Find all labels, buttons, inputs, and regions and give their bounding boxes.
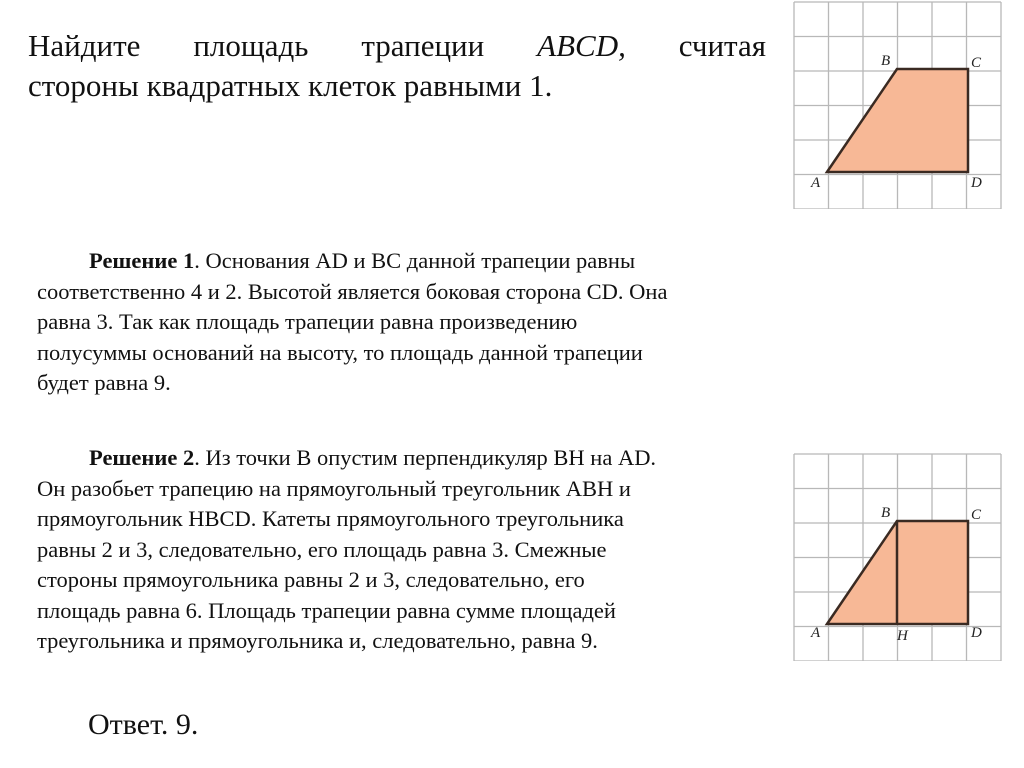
- problem-word: ABCD,: [537, 28, 626, 63]
- problem-word: считая: [678, 28, 766, 63]
- label-b: B: [881, 505, 891, 521]
- label-h: H: [897, 628, 908, 644]
- solution-1-line: полусуммы оснований на высоту, то площадь данной трапеции: [37, 339, 643, 365]
- solution-2-line: равны 2 и 3, следовательно, его площадь равна 3. Смежные: [37, 536, 607, 562]
- solution-2-label: Решение 2: [89, 445, 195, 470]
- solution-1: [37, 246, 777, 399]
- solution-1-line: будет равна 9.: [37, 370, 171, 395]
- solution-1-line: Решение 1. Основания AD и BC данной трапеции равны: [89, 248, 636, 273]
- problem-line-2: стороны квадратных клеток равными 1.: [28, 68, 553, 103]
- trapezoid-figure-1: [793, 1, 1005, 209]
- problem-statement: [28, 26, 766, 106]
- problem-word: трапеции: [361, 28, 485, 63]
- label-b: B: [881, 53, 891, 69]
- solution-2-line: Решение 2. Из точки B опустим перпендикуляр BH на AD.: [89, 445, 657, 470]
- solution-2-line: Он разобьет трапецию на прямоугольный треугольник ABH и: [37, 475, 631, 501]
- solution-1-label: Решение 1: [89, 248, 195, 273]
- solution-2-line: прямоугольник HBCD. Катеты прямоугольного треугольника: [37, 506, 624, 531]
- solution-1-line: соответственно 4 и 2. Высотой является боковая сторона CD. Она: [37, 278, 668, 304]
- solution-2-line: треугольника и прямоугольника и, следовательно, равна 9.: [37, 628, 598, 653]
- problem-word: площадь: [193, 28, 309, 63]
- label-a: A: [811, 625, 821, 641]
- solution-1-line: равна 3. Так как площадь трапеции равна произведению: [37, 309, 578, 334]
- solution-2-line: стороны прямоугольника равны 2 и 3, следовательно, его: [37, 567, 585, 592]
- problem-word: Найдите: [28, 28, 141, 63]
- answer: Ответ. 9.: [88, 708, 199, 741]
- solution-2-line: площадь равна 6. Площадь трапеции равна сумме площадей: [37, 597, 616, 623]
- label-a: A: [811, 175, 821, 191]
- label-d: D: [971, 625, 982, 641]
- label-c: C: [971, 55, 982, 71]
- problem-line-1: [28, 26, 766, 66]
- label-c: C: [971, 507, 982, 523]
- label-d: D: [971, 175, 982, 191]
- trapezoid-figure-2: [793, 453, 1005, 661]
- solution-2: [37, 443, 777, 657]
- trapezoid-abcd: [827, 69, 968, 172]
